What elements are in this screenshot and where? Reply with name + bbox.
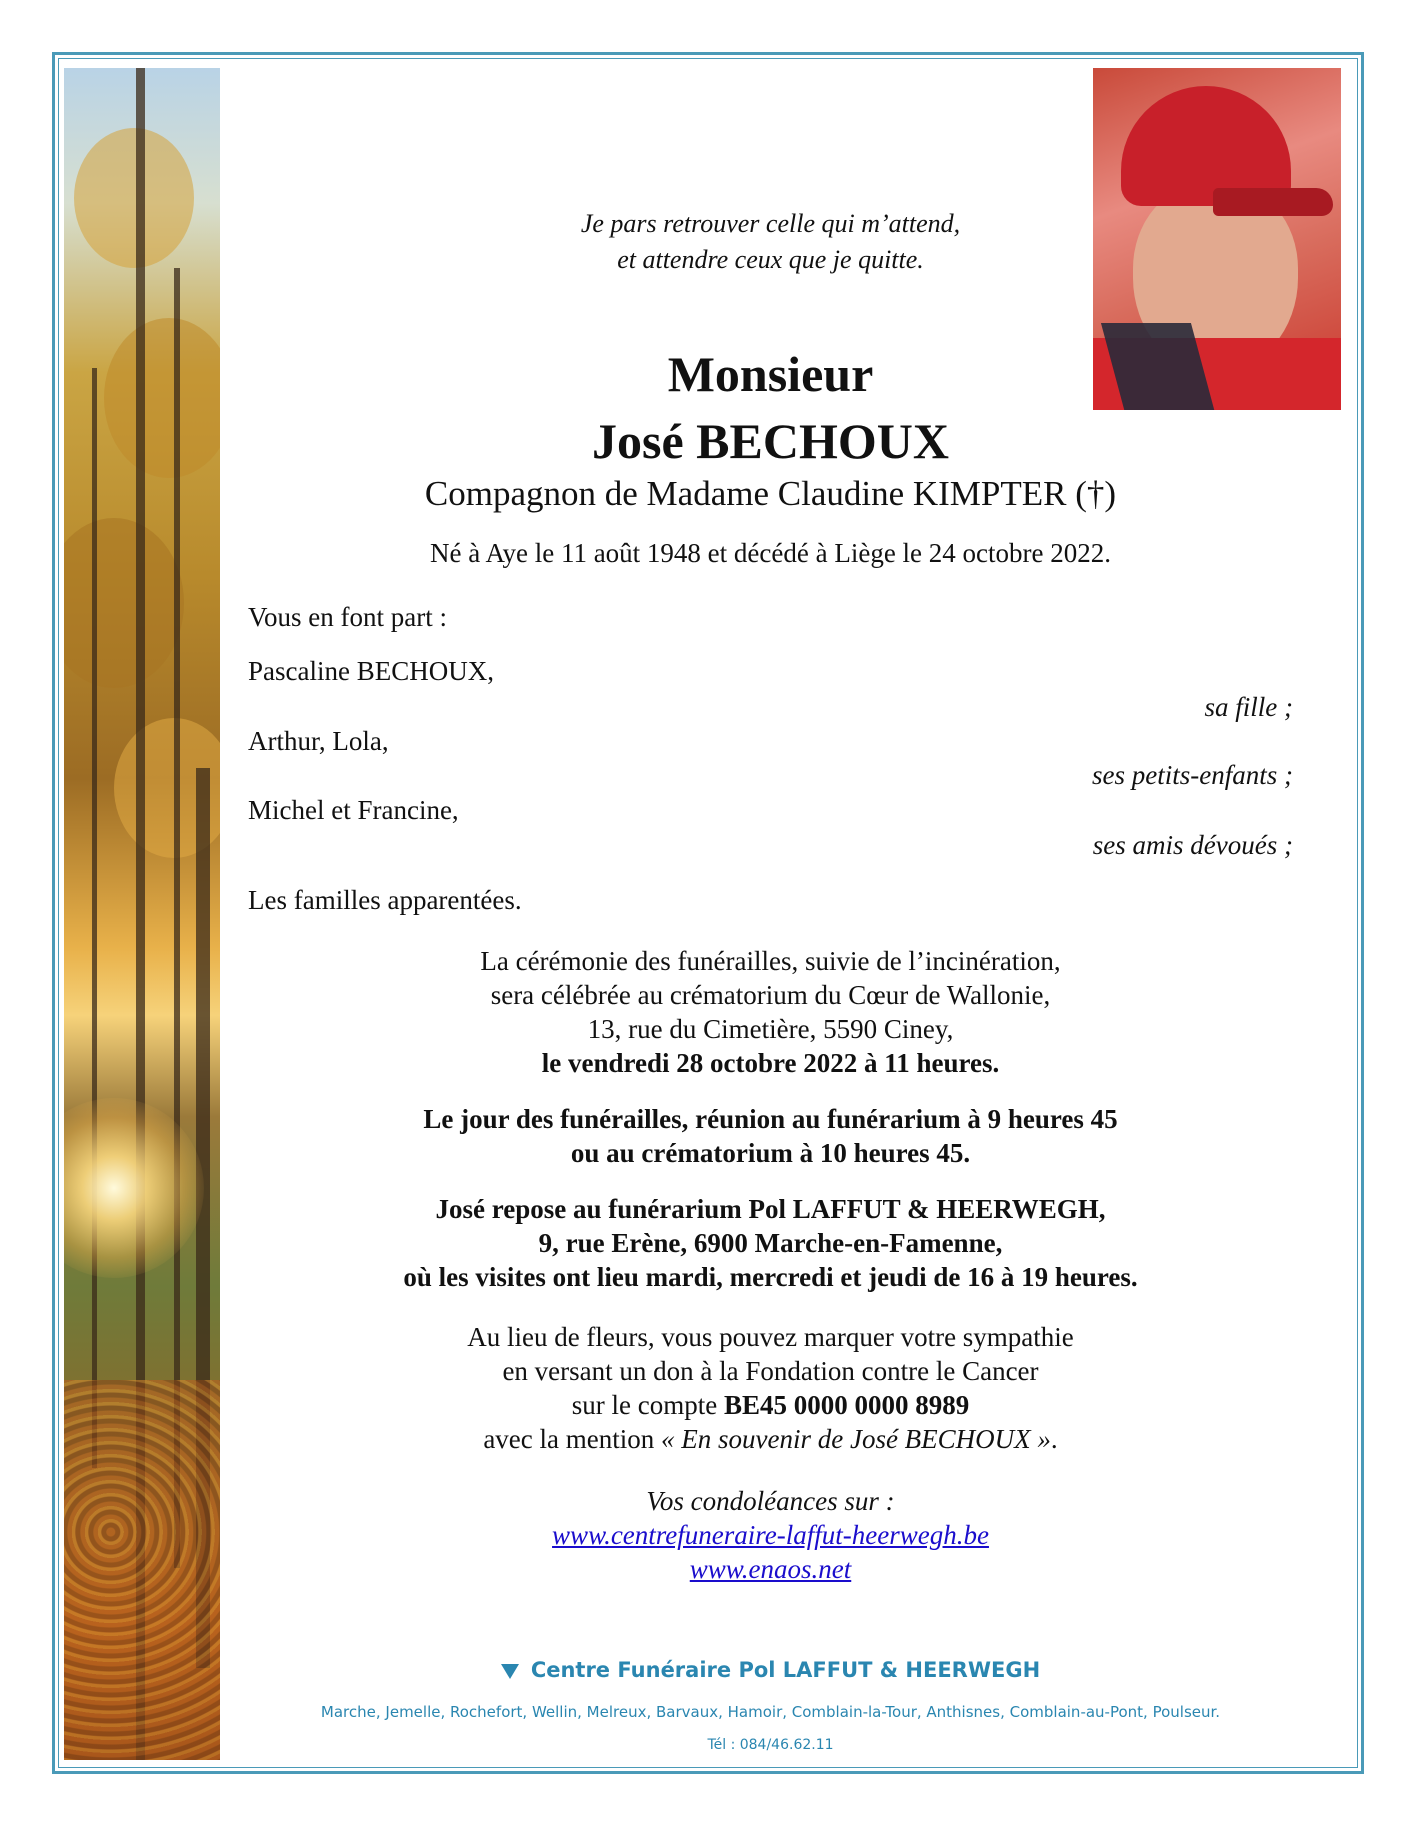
funeral-home-phone: Tél : 084/46.62.11 — [707, 1737, 834, 1753]
family-intro: Vous en font part : — [248, 602, 447, 632]
sun-rays — [64, 1098, 204, 1278]
triangle-down-icon — [501, 1664, 519, 1679]
donation-line: Au lieu de fleurs, vous pouvez marquer votre sympathie — [467, 1322, 1074, 1352]
repose-line: où les visites ont lieu mardi, mercredi et jeudi de 16 à 19 heures. — [403, 1262, 1138, 1292]
honorific: Monsieur — [667, 346, 874, 402]
quote-line-2: et attendre ceux que je quitte. — [617, 245, 924, 274]
condolences-link-enaos[interactable]: www.enaos.net — [689, 1554, 852, 1584]
ceremony-date: le vendredi 28 octobre 2022 à 11 heures. — [541, 1048, 1000, 1078]
companion-line: Compagnon de Madame Claudine KIMPTER (†) — [424, 474, 1117, 513]
deceased-name: José BECHOUX — [592, 413, 949, 469]
epitaph-quote — [248, 206, 1293, 278]
ceremony-block — [248, 944, 1293, 1080]
ceremony-line: sera célébrée au crématorium du Cœur de Wallonie, — [490, 980, 1051, 1010]
repose-block — [248, 1192, 1293, 1294]
condolences-link-laffut[interactable]: www.centrefuneraire-laffut-heerwegh.be — [552, 1520, 989, 1550]
repose-line: José repose au funérarium Pol LAFFUT & HEERWEGH, — [435, 1194, 1106, 1224]
donation-block — [248, 1320, 1293, 1456]
ceremony-line: 13, rue du Cimetière, 5590 Ciney, — [587, 1014, 954, 1044]
meeting-line: ou au crématorium à 10 heures 45. — [570, 1138, 971, 1168]
birth-death-line: Né à Aye le 11 août 1948 et décédé à Liège le 24 octobre 2022. — [429, 538, 1111, 568]
autumn-forest-image — [64, 68, 220, 1760]
family-member-names: Michel et Francine, — [248, 795, 459, 825]
donation-account-line: sur le compte BE45 0000 0000 8989 — [571, 1390, 970, 1420]
funeral-home-locations: Marche, Jemelle, Rochefort, Wellin, Melreux, Barvaux, Hamoir, Comblain-la-Tour, Anthisnes, Comblain-au-Pont, Poulseur. — [320, 1703, 1221, 1721]
fallen-leaves — [64, 1380, 220, 1760]
bank-account: BE45 0000 0000 8989 — [723, 1390, 970, 1420]
donation-mention-line: avec la mention « En souvenir de José BECHOUX ». — [483, 1424, 1058, 1454]
condolences-block — [248, 1484, 1293, 1586]
family-closing: Les familles apparentées. — [248, 885, 522, 915]
family-member-relation: ses petits-enfants ; — [1092, 760, 1293, 790]
family-member-names: Arthur, Lola, — [248, 726, 389, 756]
ceremony-line: La cérémonie des funérailles, suivie de l’incinération, — [480, 946, 1061, 976]
funeral-home-name: Centre Funéraire Pol LAFFUT & HEERWEGH — [248, 1658, 1293, 1682]
family-member-names: Pascaline BECHOUX, — [248, 656, 494, 686]
condolences-label: Vos condoléances sur : — [646, 1486, 895, 1516]
donation-mention: « En souvenir de José BECHOUX » — [661, 1424, 1051, 1454]
family-member-relation: ses amis dévoués ; — [1092, 830, 1293, 860]
meeting-line: Le jour des funérailles, réunion au funérarium à 9 heures 45 — [423, 1104, 1118, 1134]
quote-line-1: Je pars retrouver celle qui m’attend, — [580, 209, 961, 238]
family-member-relation: sa fille ; — [1204, 692, 1293, 722]
donation-line: en versant un don à la Fondation contre le Cancer — [502, 1356, 1039, 1386]
meeting-block — [248, 1102, 1293, 1170]
repose-line: 9, rue Erène, 6900 Marche-en-Famenne, — [538, 1228, 1003, 1258]
